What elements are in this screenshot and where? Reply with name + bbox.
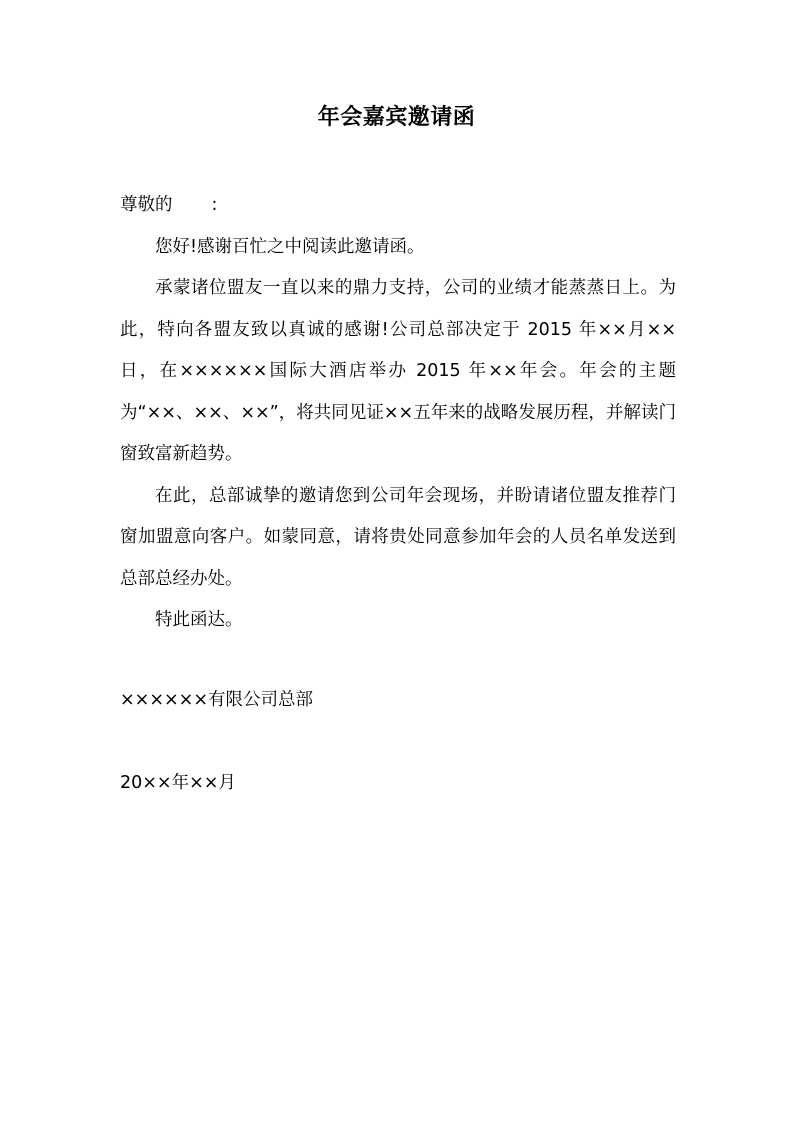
- signature-date: 20××年××月: [120, 773, 236, 793]
- letter-body: [120, 185, 676, 642]
- paragraph-invitation: 在此，总部诚挚的邀请您到公司年会现场，并盼请诸位盟友推荐门窗加盟意向客户。如蒙同意，请将贵处同意参加年会的人员名单发送到总部总经办处。: [120, 485, 676, 589]
- signature-company: ××××××有限公司总部: [120, 690, 313, 710]
- paragraph-greeting: 您好!感谢百忙之中阅读此邀请函。: [155, 236, 425, 257]
- document-title: 年会嘉宾邀请函: [317, 105, 476, 130]
- paragraph-announcement: 承蒙诸位盟友一直以来的鼎力支持，公司的业绩才能蒸蒸日上。为此，特向各盟友致以真诚的感谢!公司总部决定于 2015 年××月××日，在××××××国际大酒店举办 2015 年××年会。年会的主题为“××、××、××”，将共同见证××五年来的战略发展历程，并解读门窗致富新趋势。: [120, 278, 676, 464]
- salutation: 尊敬的 :: [120, 195, 218, 215]
- paragraph-closing: 特此函达。: [155, 610, 243, 630]
